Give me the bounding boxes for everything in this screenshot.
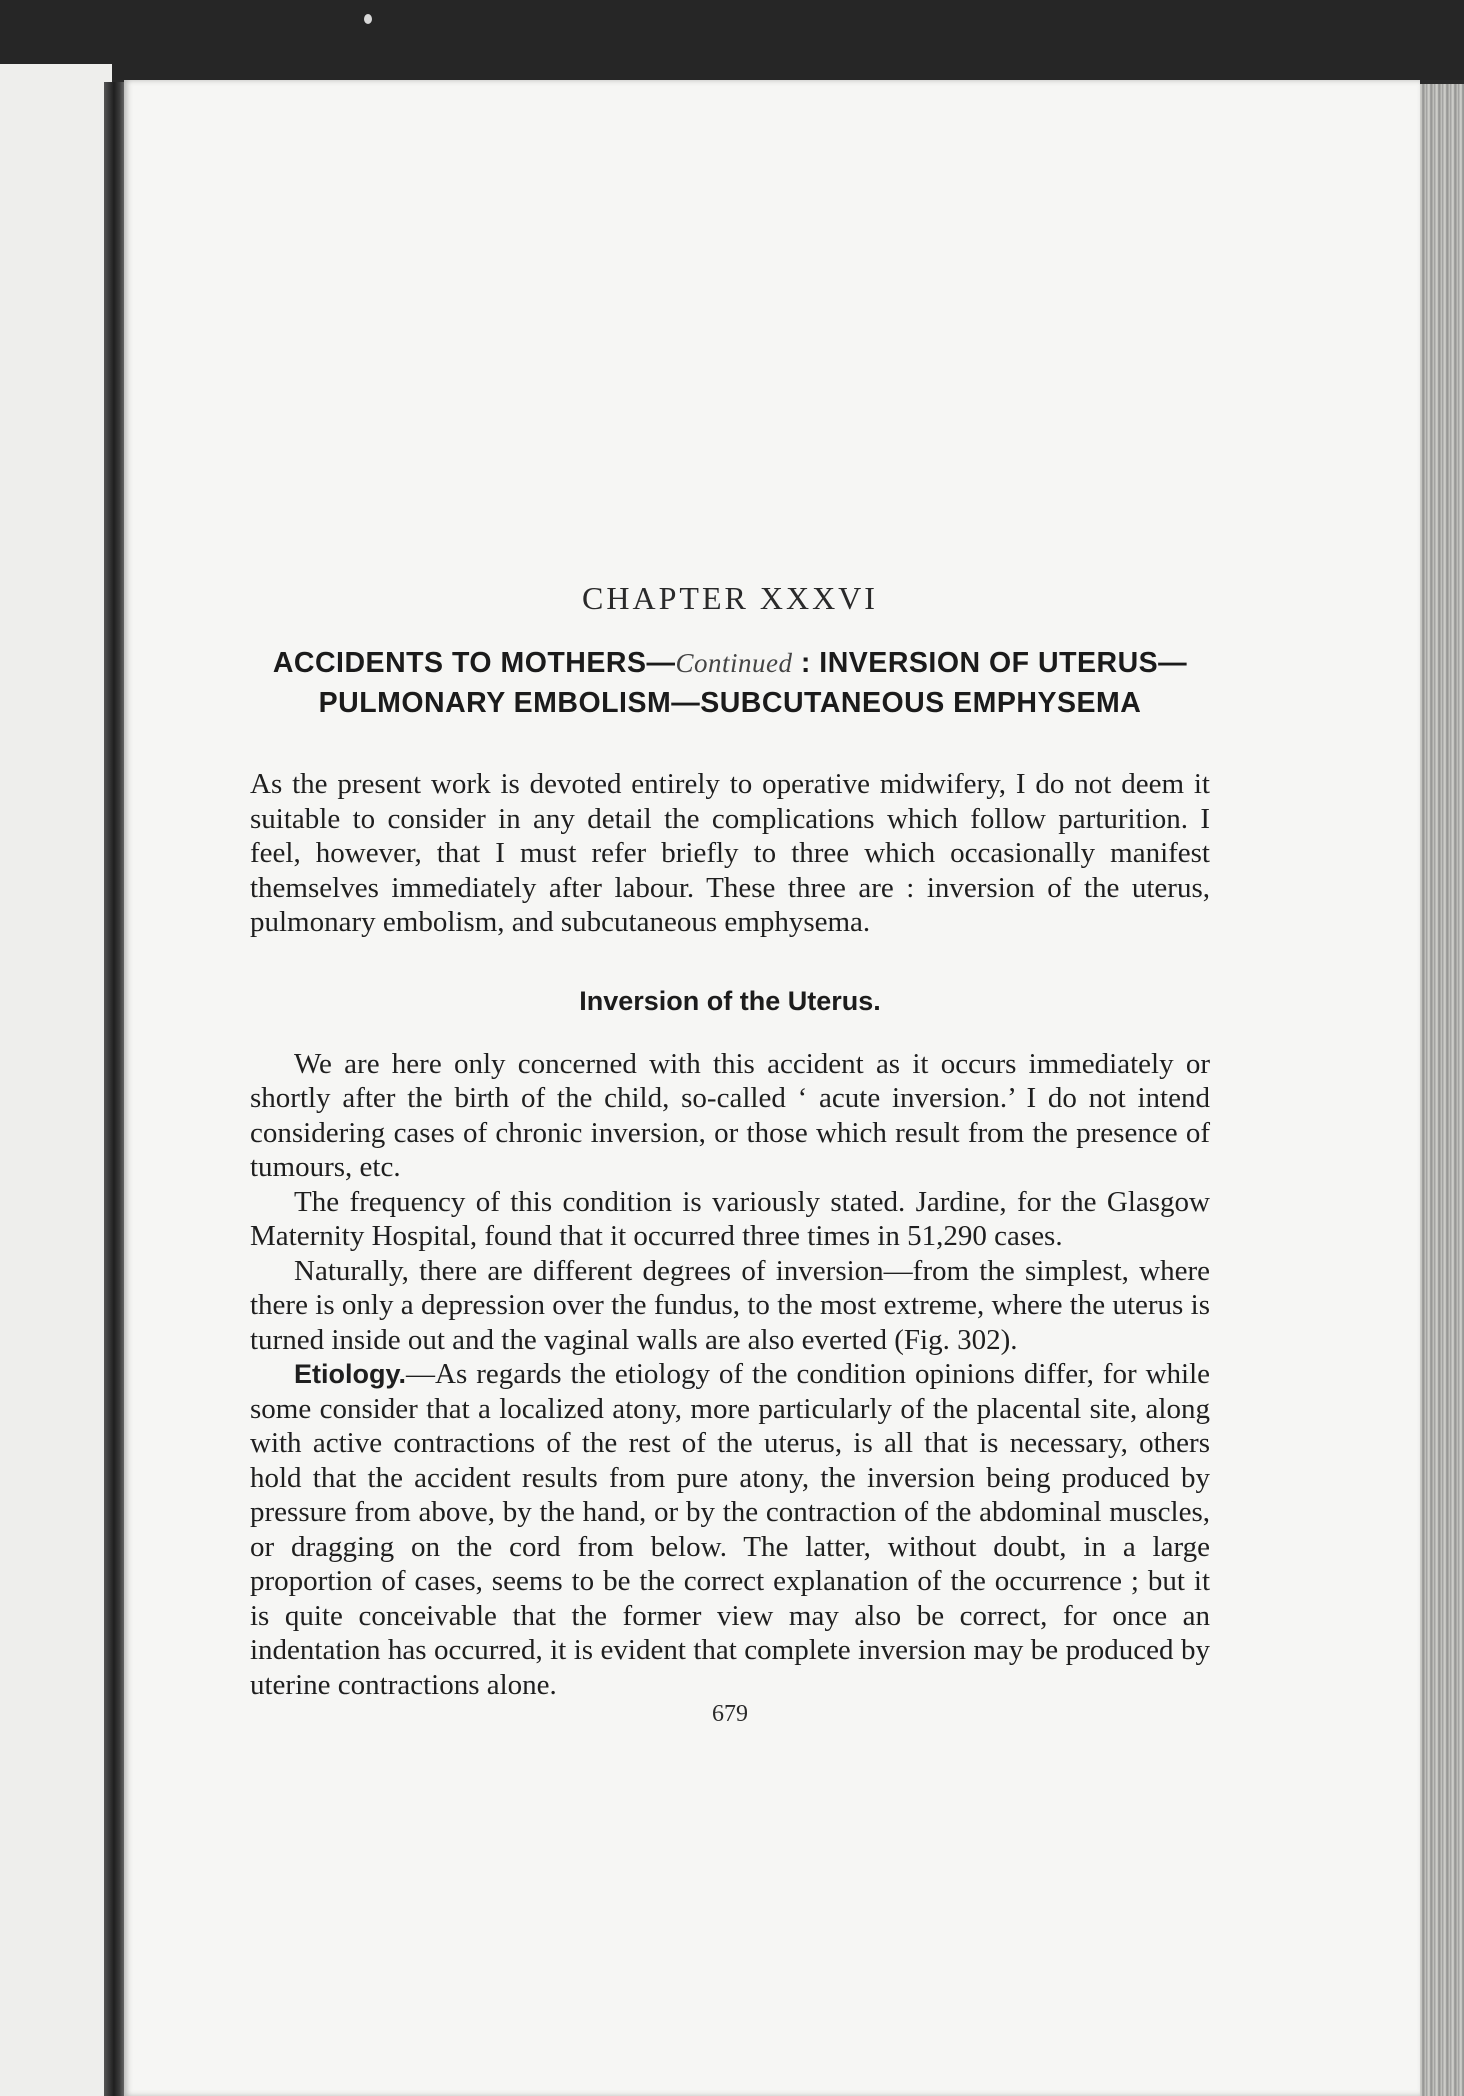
dust-speck bbox=[364, 14, 372, 24]
etiology-runin-heading: Etiology. bbox=[294, 1359, 406, 1389]
body-paragraph: We are here only concerned with this accident as it occurs immediately or shortly after the birth of the child, so-called ‘ acute inversion.’ I do not intend considering cases of chronic inversion, or those which result from the presence of tumours, etc. bbox=[250, 1047, 1210, 1183]
intro-paragraph: As the present work is devoted entirely to operative midwifery, I do not deem it suitable to consider in any detail the complications which follow parturition. I feel, however, that I must refer briefly to three which occasionally manifest themselves immediately after labour. These three are : inversion of the uterus, pulmonary embolism, and subcutaneous emphysema. bbox=[250, 768, 1210, 938]
page-number: 679 bbox=[712, 1701, 748, 1727]
chapter-title-continued: Continued bbox=[675, 648, 793, 678]
chapter-title bbox=[250, 643, 1210, 723]
section-heading: Inversion of the Uterus. bbox=[579, 985, 881, 1016]
body-paragraph: Naturally, there are different degrees of inversion—from the simplest, where there is only a depression over the fundus, to the most extreme, where the uterus is turned inside out and the vaginal walls are also everted (Fig. 302). bbox=[250, 1254, 1210, 1356]
page-content bbox=[250, 580, 1210, 1726]
chapter-number: CHAPTER XXXVI bbox=[582, 580, 878, 616]
chapter-title-part2: : INVERSION OF UTERUS—PULMONARY EMBOLISM—SUBCUTANEOUS EMPHYSEMA bbox=[318, 647, 1188, 719]
book-gutter bbox=[104, 82, 126, 2096]
facing-page-edge bbox=[0, 64, 112, 2096]
body-paragraph: The frequency of this condition is variously stated. Jardine, for the Glasgow Maternity Hospital, found that it occurred three times in 51,290 cases. bbox=[250, 1185, 1210, 1252]
etiology-text: —As regards the etiology of the condition opinions differ, for while some consider that a localized atony, more particularly of the placental site, along with active contractions of the rest of the uterus, is all that is necessary, others hold that the accident results from pure atony, the inversion being produced by pressure from above, by the hand, or by the contraction of the abdominal muscles, or dragging on the cord from below. The latter, without doubt, in a large proportion of cases, seems to be the correct explanation of the occurrence ; but it is quite conceivable that the former view may also be correct, for once an indentation has occurred, it is evident that complete inversion may be produced by uterine contractions alone. bbox=[250, 1358, 1210, 1701]
scan-background bbox=[0, 0, 1464, 80]
chapter-title-part1: ACCIDENTS TO MOTHERS— bbox=[272, 647, 676, 679]
page-edges-stack bbox=[1418, 84, 1464, 2096]
etiology-paragraph bbox=[250, 1357, 1210, 1702]
